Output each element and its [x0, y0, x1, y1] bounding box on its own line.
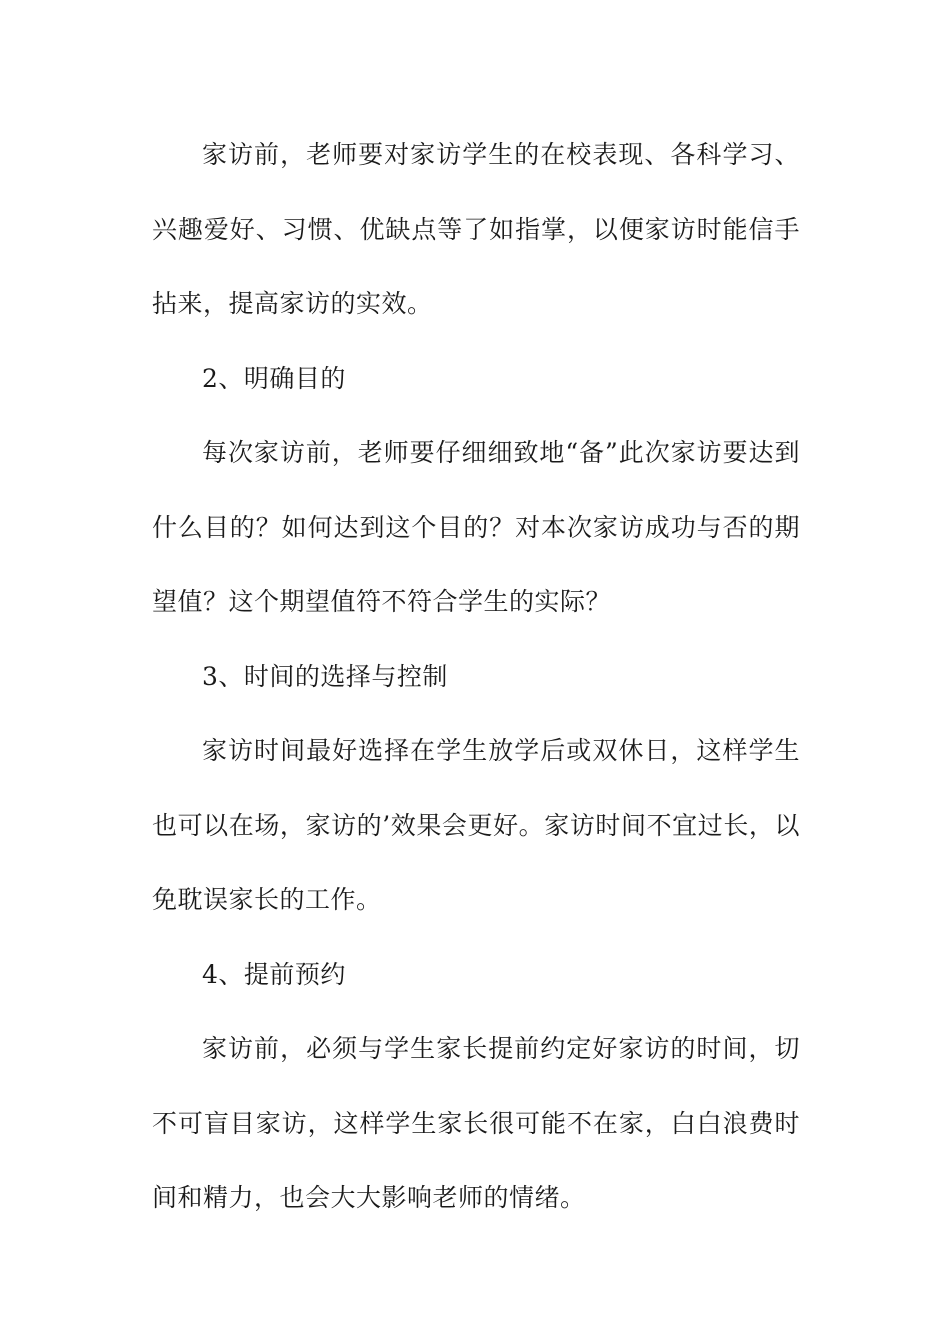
- paragraph-purpose: 每次家访前，老师要仔细细致地“备”此次家访要达到什么目的？如何达到这个目的？对本次家访成功与否的期望值？这个期望值符不符合学生的实际？: [152, 438, 800, 616]
- paragraph-appointment: 家访前，必须与学生家长提前约定好家访的时间，切不可盲目家访，这样学生家长很可能不在家，白白浪费时间和精力，也会大大影响老师的情绪。: [152, 1034, 800, 1212]
- heading-time-selection: 3、时间的选择与控制: [202, 661, 448, 691]
- paragraph-preparation: 家访前，老师要对家访学生的在校表现、各科学习、兴趣爱好、习惯、优缺点等了如指掌，以便家访时能信手拈来，提高家访的实效。: [152, 140, 800, 318]
- heading-clear-purpose: 2、明确目的: [202, 363, 346, 393]
- document-body: [152, 118, 800, 1236]
- heading-advance-appointment: 4、提前预约: [202, 959, 346, 989]
- paragraph-time: 家访时间最好选择在学生放学后或双休日，这样学生也可以在场，家访的’效果会更好。家访时间不宜过长，以免耽误家长的工作。: [152, 736, 800, 914]
